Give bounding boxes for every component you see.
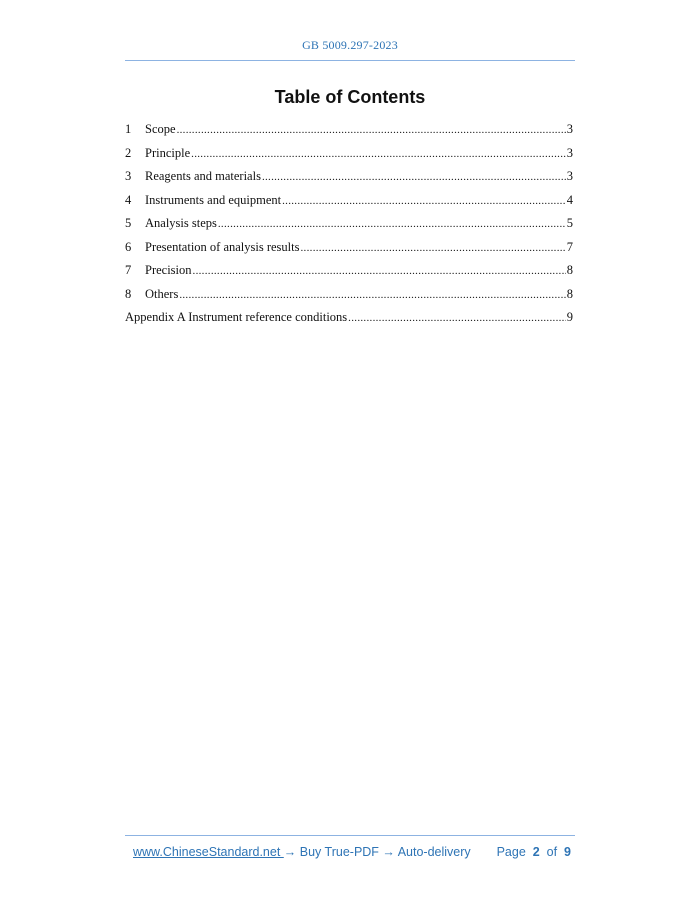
toc-entry-page: 8 <box>566 263 573 277</box>
toc-entry-number: 8 <box>125 286 132 301</box>
toc-entry-scope[interactable] <box>125 120 573 144</box>
toc-entry-appendix-a[interactable] <box>125 308 573 332</box>
document-code-header: GB 5009.297-2023 <box>302 38 398 52</box>
page-footer <box>133 845 573 859</box>
toc-dot-leader <box>177 121 566 139</box>
toc-entry-precision[interactable] <box>125 261 573 285</box>
toc-entry-label: Reagents and materials <box>145 169 261 183</box>
header-divider <box>125 60 575 61</box>
toc-entry-number: 5 <box>125 216 132 230</box>
toc-title: Table of Contents <box>274 87 426 107</box>
toc-dot-leader <box>262 168 566 186</box>
toc-dot-leader <box>282 192 566 210</box>
toc-entry-label: Appendix A Instrument reference conditions <box>125 310 348 324</box>
toc-entry-page: 8 <box>566 286 573 301</box>
toc-entry-analysis-steps[interactable] <box>125 214 573 238</box>
footer-divider <box>125 835 575 836</box>
toc-entry-number: 6 <box>125 239 132 254</box>
toc-entry-label: Instruments and equipment <box>145 192 282 207</box>
toc-entry-number: 1 <box>125 122 132 136</box>
toc-entry-label: Principle <box>145 145 191 160</box>
toc-entry-label: Scope <box>145 122 176 136</box>
toc-entry-number: 4 <box>125 192 132 207</box>
toc-entry-label: Analysis steps <box>145 216 217 230</box>
page-indicator <box>497 845 571 859</box>
toc-entry-page: 3 <box>566 145 573 160</box>
page-word: Page <box>496 845 526 859</box>
toc-entry-number: 2 <box>125 145 132 160</box>
toc-entry-others[interactable] <box>125 285 573 309</box>
toc-entry-page: 9 <box>566 310 573 324</box>
toc-list <box>125 120 573 332</box>
toc-dot-leader <box>193 262 566 280</box>
toc-dot-leader <box>218 215 566 233</box>
toc-entry-number: 3 <box>125 169 132 183</box>
toc-dot-leader <box>191 145 566 163</box>
toc-entry-label: Precision <box>145 263 192 277</box>
toc-entry-reagents[interactable] <box>125 167 573 191</box>
toc-entry-instruments[interactable] <box>125 191 573 215</box>
toc-entry-presentation[interactable] <box>125 238 573 262</box>
toc-dot-leader <box>179 286 565 304</box>
toc-entry-page: 7 <box>566 239 573 254</box>
total-pages-number: 9 <box>564 845 571 859</box>
toc-dot-leader <box>348 309 566 327</box>
toc-entry-label: Others <box>145 286 179 301</box>
toc-entry-number: 7 <box>125 263 132 277</box>
toc-entry-label: Presentation of analysis results <box>145 239 300 254</box>
toc-entry-principle[interactable] <box>125 144 573 168</box>
current-page-number: 2 <box>532 845 540 859</box>
footer-tagline: → Buy True-PDF → Auto-delivery <box>283 845 471 859</box>
site-link[interactable]: www.ChineseStandard.net <box>133 845 284 859</box>
toc-entry-page: 3 <box>566 169 573 183</box>
of-word: of <box>546 845 558 859</box>
toc-entry-page: 3 <box>566 122 573 136</box>
toc-entry-page: 4 <box>566 192 573 207</box>
toc-entry-page: 5 <box>566 216 573 230</box>
toc-dot-leader <box>301 239 566 257</box>
